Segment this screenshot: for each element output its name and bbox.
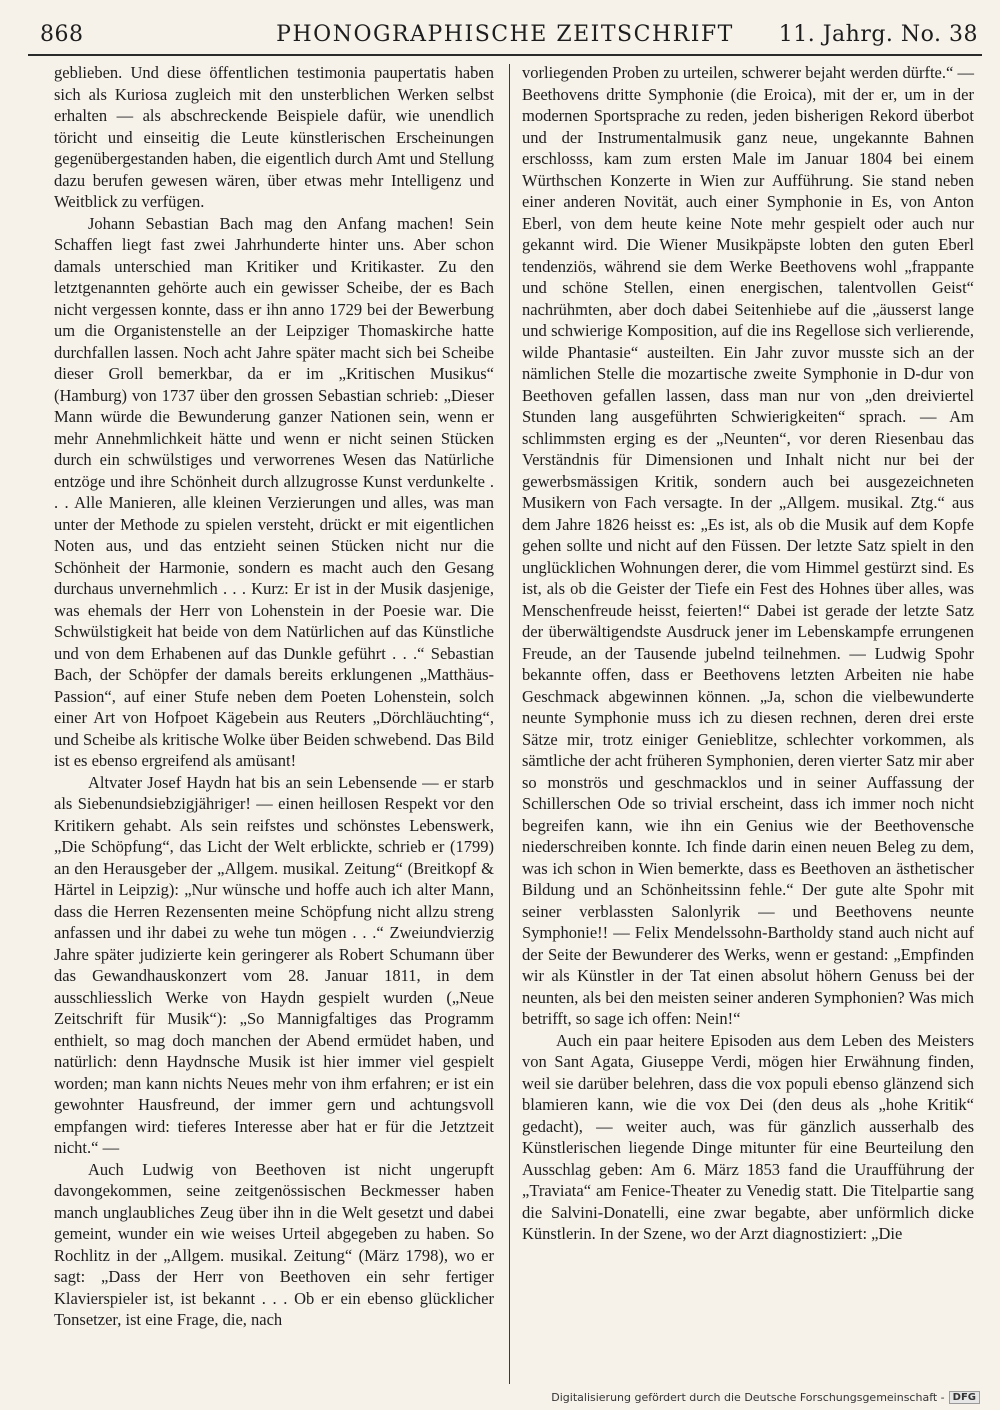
paragraph: Auch Ludwig von Beethoven ist nicht ungerupft davongekommen, seine zeitgenössischen Beckmesser haben manch unglaubliches Zeug über ihn in die Welt gesetzt und dabei gemeint, wunder ein wie weises Urteil abgegeben zu haben. So Rochlitz in der „Allgem. musikal. Zeitung“ (März 1798), wo er sagt: „Dass der Herr von Beethoven ein sehr fertiger Klavierspieler ist, ist bekannt . . . Ob er ein ebenso glücklicher Tonsetzer, ist eine Frage, die, nach [54, 1159, 494, 1329]
page-footer [551, 1391, 980, 1404]
paragraph: geblieben. Und diese öffentlichen testimonia paupertatis haben sich als Kuriosa zugleich mit den unsterblichen Werken selbst erhalten — als abschreckende Beispiele dafür, wie unendlich töricht und einseitig die Leute künstlerischen Erscheinungen gegenübergestanden haben, die eigentlich durch Amt und Stellung dazu berufen gewesen wären, über etwas mehr Intelligenz und Weitblick zu verfügen. [54, 63, 494, 211]
right-column [522, 62, 974, 1245]
journal-title: PHONOGRAPHISCHE ZEITSCHRIFT [276, 22, 734, 47]
paragraph: Auch ein paar heitere Episoden aus dem Leben des Meisters von Sant Agata, Giuseppe Verdi, mögen hier Erwähnung finden, weil sie darüber belehren, dass die vox populi ebenso glänzend sich blamieren kann, wie die vox Dei (den deus als „hohe Kritik“ gedacht), — weiter auch, was für gänzlich ausserhalb des Künstlerischen liegende Dinge mitunter für eine Beurteilung den Ausschlag geben: Am 6. März 1853 fand die Uraufführung der „Traviata“ am Fenice-Theater zu Venedig statt. Die Titelpartie sang die Salvini-Donatelli, eine zwar begabte, aber unförmlich dicke Künstlerin. In der Szene, wo der Arzt diagnostiziert: „Die [522, 1030, 974, 1243]
issue-label: 11. Jahrg. No. 38 [778, 22, 978, 47]
paragraph: Johann Sebastian Bach mag den Anfang machen! Sein Schaffen liegt fast zwei Jahrhunderte hinter uns. Aber schon damals unterschied man Kritiker und Kritikaster. Zu den letztgenannten gehörte auch ein gewisser Scheibe, der es Bach nicht vergessen konnte, dass er ihn anno 1729 bei der Bewerbung um die Organistenstelle an der Leipziger Thomaskirche hatte durchfallen lassen. Noch acht Jahre später macht sich bei Scheibe dieser Groll bemerkbar, da er im „Kritischen Musikus“ (Hamburg) von 1737 über den grossen Sebastian schrieb: „Dieser Mann würde die Bewunderung ganzer Nationen sein, wenn er mehr Annehmlichkeit hätte und wenn er nicht seinen Stücken durch ein schwülstiges und verworrenes Wesen das Natürliche entzöge und ihre Schönheit durch allzugrosse Kunst verdunkelte . . . Alle Manieren, alle kleinen Verzierungen und alles, was man unter der Methode zu spielen versteht, drückt er mit eigentlichen Noten aus, und das entzieht seinen Stücken nicht nur die Schönheit der Harmonie, sondern es macht auch den Gesang durchaus unvernehmlich . . . Kurz: Er ist in der Musik dasjenige, was ehemals der Herr von Lohenstein in der Poesie war. Die Schwülstigkeit hat beide von dem Natürlichen auf das Künstliche und von dem Erhabenen auf das Dunkle geführt . . .“ Sebastian Bach, der Schöpfer der damals bereits erklungenen „Matthäus-Passion“, auf einer Stufe neben dem Poeten Lohenstein, solch einer Art von Hofpoet Kägebein aus Reuters „Dörchläuchting“, und Scheibe als kritische Wolke über Beiden schwebend. Das Bild ist es ebenso ergreifend als amüsant! [54, 213, 494, 770]
dfg-logo: DFG [949, 1391, 980, 1404]
page-number: 868 [40, 22, 84, 47]
left-column [54, 62, 494, 1331]
column-divider [509, 64, 510, 1384]
paragraph: Altvater Josef Haydn hat bis an sein Lebensende — er starb als Siebenundsiebzigjähriger! — einen heillosen Respekt vor den Kritikern gehabt. Als sein reifstes und schönstes Lebenswerk, „Die Schöpfung“, das Licht der Welt erblickte, schrieb er (1799) an den Herausgeber der „Allgem. musikal. Zeitung“ (Breitkopf & Härtel in Leipzig): „Nur wünsche und hoffe auch ich alter Mann, dass die Herren Rezensenten meine Schöpfung nicht allzu streng anfassen und ihr dabei zu wehe tun mögen . . .“ Zweiundvierzig Jahre später judizierte kein geringerer als Robert Schumann über das Gewandhauskonzert vom 28. Januar 1811, in dem ausschliesslich Werke von Haydn gespielt wurden („Neue Zeitschrift für Musik“): „So Mannigfaltiges das Programm enthielt, so mag doch manchen der Abend ermüdet haben, und natürlich: denn Haydnsche Musik ist hier immer viel gespielt worden; man kann nichts Neues mehr von ihm erfahren; er ist ein gewohnter Hausfreund, der immer gern und achtungsvoll empfangen wird: tieferes Interesse aber hat er für die Jetztzeit nicht.“ — [54, 772, 494, 1157]
page-header [28, 22, 982, 56]
paragraph: vorliegenden Proben zu urteilen, schwerer bejaht werden dürfte.“ — Beethovens dritte Symphonie (die Eroica), mit der er, um in der modernen Sportsprache zu reden, jeden bisherigen Rekord überbot und der Instrumentalmusik ganz neue, ungekannte Bahnen erschlosss, kam zum ersten Male im Januar 1804 bei einem Würthschen Konzerte in Wien zur Aufführung. Sie stand neben einer anderen Novität, auch einer Symphonie in Es, von Anton Eberl, von dem heute keine Note mehr gespielt oder auch nur gekannt wird. Die Wiener Musikpäpste lobten den guten Eberl tendenziös, während sie dem Werke Beethovens wohl „frappante und schöne Stellen, einen energischen, talentvollen Geist“ nachrühmten, aber doch dabei Seitenhiebe auf die „äusserst lange und schwierige Komposition, auf die ins Regellose sich verlierende, wilde Phantasie“ austeilten. Ein Jahr zuvor musste sich an der nämlichen Stelle die mozartische zweite Symphonie in D-dur von Beethoven gefallen lassen, dass man nur von „den dreiviertel Stunden lang ausgeführten Schwierigkeiten“ sprach. — Am schlimmsten erging es der „Neunten“, vor deren Riesenbau das Verständnis für Dimensionen und Inhalt nicht nur bei der gewerbsmässigen Kritik, sondern auch bei ausgezeichneten Musikern von Fach versagte. In der „Allgem. musikal. Ztg.“ aus dem Jahre 1826 heisst es: „Es ist, als ob die Musik auf dem Kopfe gehen sollte und nicht auf den Füssen. Der letzte Satz spielt in den unglücklichen Wohnungen derer, die vom Himmel gestürzt sind. Es ist, als ob die Geister der Tiefe ein Fest des Hohnes über alles, was Menschenfreude heisst, feierten!“ Dabei ist gerade der letzte Satz der überwältigendste Ausdruck jener im Lebenskampfe errungenen Freude, an der Tausende jubelnd teilnehmen. — Ludwig Spohr bekannte offen, dass er Beethovens letzten Arbeiten nie habe Geschmack abgewinnen können. „Ja, schon die vielbewunderte neunte Symphonie muss ich zu diesen rechnen, deren drei erste Sätze mir, trotz einiger Genieblitze, schlechter vorkommen, als sämtliche der acht früheren Symphonien, deren vierter Satz mir aber so monströs und geschmacklos und in seiner Auffassung der Schillerschen Ode so trivial erscheint, dass ich immer noch nicht begreifen kann, wie ihn ein Genius wie der Beethovensche niederschreiben konnte. Ich finde darin einen neuen Beleg zu dem, was ich schon in Wien bemerkte, dass es Beethoven an ästhetischer Bildung und an Schönheitssinn fehle.“ Der gute alte Spohr mit seiner verblassten Salonlyrik — und Beethovens neunte Symphonie!! — Felix Mendelssohn-Bartholdy stand auch nicht auf der Seite der Bewunderer des Werks, wenn er gestand: „Empfinden wir als Künstler in der Tat einen absolut höhern Genuss bei der neunten, als bei den meisten seiner anderen Symphonien? Was mich betrifft, so sage ich offen: Nein!“ [522, 63, 974, 1028]
footer-credit: Digitalisierung gefördert durch die Deutsche Forschungsgemeinschaft - [551, 1391, 945, 1404]
